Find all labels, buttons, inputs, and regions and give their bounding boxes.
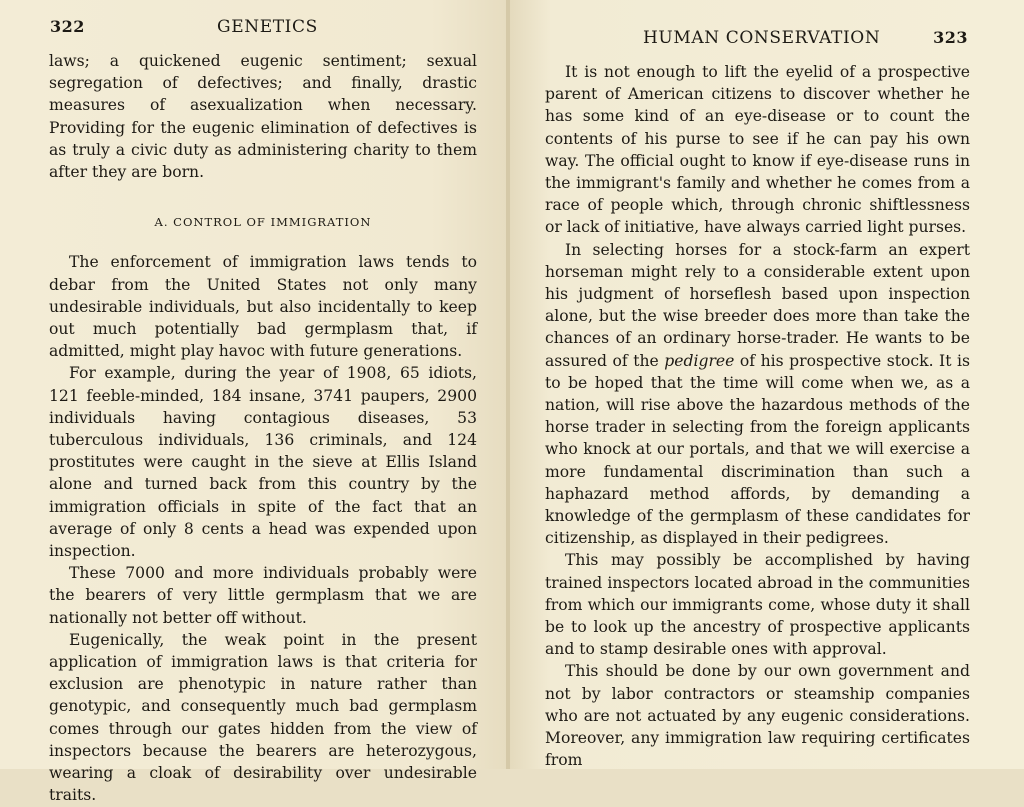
paragraph: It is not enough to lift the eyelid of a prospective parent of American citizens to discover whether he has some kind of an eye-disease or to count the contents of his purse to see if he can pay his own way. The official ought to know if eye-disease runs in the immigrant's family and whether he comes from a race of people which, through chronic shiftlessness or lack of initiative, have always carried light purses. — [545, 63, 970, 237]
paragraph — [545, 239, 970, 550]
left-page — [0, 0, 508, 805]
right-running-head — [643, 28, 968, 48]
paragraph: The enforcement of immigration laws tends to debar from the United States not only many undesirable individuals, but also incidentally to keep out much potentially bad germplasm that, if admitted, might play havoc with future generations. — [49, 253, 477, 361]
left-page-body — [49, 50, 477, 807]
right-page-body — [545, 61, 970, 772]
paragraph-text: of his prospective stock. It is to be hoped that the time will come when we, as a nation, will rise above the hazardous methods of the horse trader in selecting from the foreign applicants who knock at our portals, and that we will exercise a more fundamental discrimination than such a haphazard method affords, by demanding a knowledge of the germplasm of these candidates for citizenship, as displayed in their pedigrees. — [545, 351, 970, 548]
left-running-title: GENETICS — [217, 17, 318, 37]
paragraph: For example, during the year of 1908, 65 idiots, 121 feeble-minded, 184 insane, 3741 paupers, 2900 individuals having contagious diseases, 53 tuberculous individuals, 136 criminals, and 124 prostitutes were caught in the sieve at Ellis Island alone and turned back from this country by the immigration officials in spite of the fact that an average of only 8 cents a head was expended upon inspection. — [49, 364, 477, 561]
right-page — [510, 0, 1024, 769]
right-page-number: 323 — [933, 28, 968, 47]
paragraph-continued: laws; a quickened eugenic sentiment; sexual segregation of defectives; and finally, drastic measures of asexualization when necessary. Providing for the eugenic elimination of defectives is as truly a civic duty as administering charity to them after they are born. — [49, 52, 477, 182]
right-running-title: HUMAN CONSERVATION — [643, 28, 881, 48]
left-page-number: 322 — [50, 17, 85, 36]
italic-word: pedigree — [664, 351, 735, 370]
paragraph-text: In selecting horses for a stock-farm an expert horseman might rely to a considerable extent upon his judgment of horseflesh based upon inspection alone, but the wise breeder does more than take the chances of an ordinary horse-trader. He wants to be assured of the — [545, 240, 970, 370]
paragraph: These 7000 and more individuals probably were the bearers of very little germplasm that we are nationally not better off without. — [49, 564, 477, 627]
paragraph: This may possibly be accomplished by having trained inspectors located abroad in the communities from which our immigrants come, whose duty it shall be to look up the ancestry of prospective applicants and to stamp desirable ones with approval. — [545, 551, 970, 659]
section-heading: A. CONTROL OF IMMIGRATION — [154, 215, 372, 230]
left-running-head — [50, 17, 480, 37]
paragraph: Eugenically, the weak point in the present application of immigration laws is that criteria for exclusion are phenotypic in nature rather than genotypic, and consequently much bad germplasm comes through our gates hidden from the view of inspectors because the bearers are heterozygous, wearing a cloak of desirability over undesirable traits. — [49, 630, 477, 805]
paragraph: This should be done by our own government and not by labor contractors or steamship companies who are not actuated by any eugenic considerations. Moreover, any immigration law requiring certificates from — [545, 662, 970, 770]
